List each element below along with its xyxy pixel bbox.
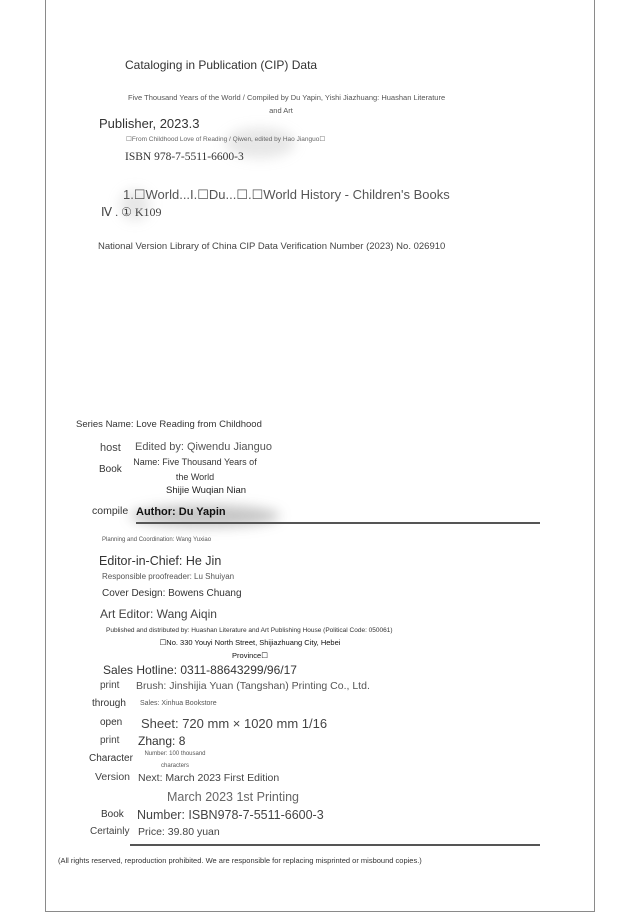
editor-in-chief: Editor-in-Chief: He Jin (99, 554, 222, 568)
published-by: Published and distributed by: Huashan Literature and Art Publishing House (Political Code: 050061) (106, 627, 393, 634)
certainly-label: Certainly (90, 826, 130, 837)
number: Number: 100 thousand (144, 751, 206, 757)
cip-line: Five Thousand Years of the World / Compiled by Du Yapin, Yishi Jiazhuang: Huashan Literature (128, 93, 446, 102)
cover-design: Cover Design: Bowens Chuang (102, 588, 242, 599)
open-label: open (100, 717, 123, 728)
address: ☐No. 330 Youyi North Street, Shijiazhuang City, Hebei (159, 638, 341, 647)
book-label: Book (99, 464, 122, 475)
zhang: Zhang: 8 (138, 734, 186, 748)
cip-verification: National Version Library of China CIP Data Verification Number (2023) No. 026910 (98, 241, 446, 252)
cip-classification: 1.☐World...I.☐Du...☐.☐World History - Children's Books (123, 187, 450, 202)
cip-heading: Cataloging in Publication (CIP) Data (125, 58, 318, 72)
art-editor: Art Editor: Wang Aiqin (100, 607, 217, 621)
book-label-2: Book (101, 809, 124, 820)
cip-isbn: ISBN 978-7-5511-6600-3 (125, 151, 244, 163)
planning: Planning and Coordination: Wang Yuxiao (102, 537, 212, 543)
rights-statement: (All rights reserved, reproduction prohibited. We are responsible for replacing misprinted or misbound copies.) (58, 856, 422, 865)
series-name: Series Name: Love Reading from Childhood (76, 419, 262, 430)
print-label: print (100, 680, 120, 691)
cip-publisher: Publisher, 2023.3 (99, 116, 200, 131)
cip-series-note: ☐From Childhood Love of Reading / Qiwen, edited by Hao Jianguo☐ (126, 136, 326, 143)
divider (136, 522, 540, 524)
number: characters (160, 763, 189, 769)
book-name: the World (175, 472, 215, 482)
printing: March 2023 1st Printing (167, 790, 300, 804)
address: Province☐ (232, 651, 268, 660)
cip-class-number: Ⅳ . ① K109 (101, 205, 162, 219)
book-name: Name: Five Thousand Years of (133, 457, 257, 467)
book-pinyin: Shijie Wuqian Nian (166, 485, 247, 496)
version-label: Version (95, 771, 131, 783)
sales-hotline: Sales Hotline: 0311-88643299/96/17 (103, 663, 297, 677)
compile-label: compile (92, 505, 129, 517)
sales: Sales: Xinhua Bookstore (140, 700, 217, 707)
divider (130, 844, 540, 846)
print-label: print (100, 735, 120, 746)
character-label: Character (89, 753, 133, 764)
edition: Next: March 2023 First Edition (138, 772, 280, 784)
isbn-number: Number: ISBN978-7-5511-6600-3 (137, 808, 324, 822)
price: Price: 39.80 yuan (138, 826, 220, 838)
through-label: through (92, 698, 126, 709)
host-value: Edited by: Qiwendu Jianguo (135, 441, 272, 453)
proofreader: Responsible proofreader: Lu Shuiyan (102, 572, 235, 581)
printer: Brush: Jinshijia Yuan (Tangshan) Printing Co., Ltd. (136, 680, 370, 692)
host-label: host (100, 442, 121, 454)
author: Author: Du Yapin (136, 506, 226, 518)
cip-line: and Art (269, 106, 293, 115)
sheet: Sheet: 720 mm × 1020 mm 1/16 (141, 716, 328, 731)
